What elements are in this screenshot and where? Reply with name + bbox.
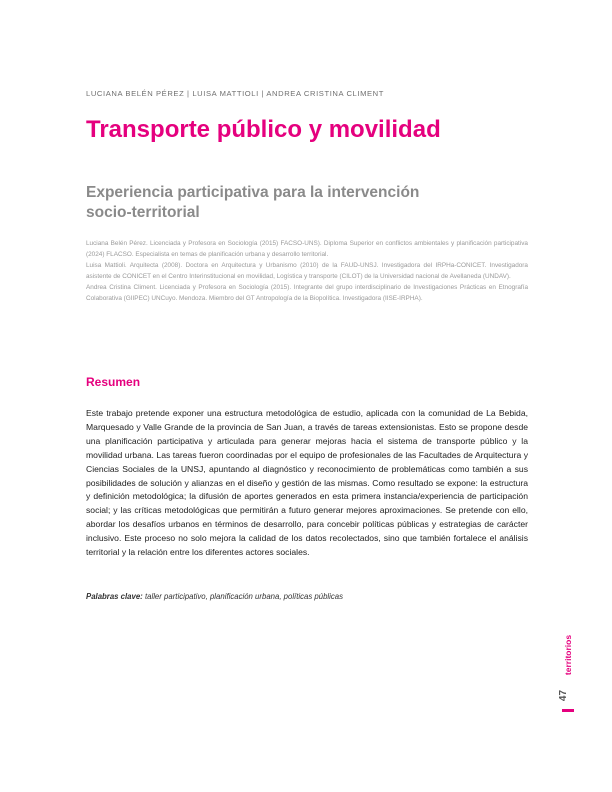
accent-bar (562, 709, 574, 712)
author-bio: Luciana Belén Pérez. Licenciada y Profesora en Sociología (2015) FACSO-UNS). Diploma Superior en conflictos ambientales y planificación participativa (2024) FLACSO. Especialista en temas de planificación urbana y desarrollo territorial. (86, 240, 528, 258)
authors-line: LUCIANA BELÉN PÉREZ | LUISA MATTIOLI | ANDREA CRISTINA CLIMENT (86, 89, 384, 98)
author-bios (86, 238, 528, 304)
keywords (86, 592, 528, 601)
article-subtitle: Experiencia participativa para la intervención socio-territorial (86, 184, 420, 221)
page-number (560, 688, 574, 706)
author-bio: Andrea Cristina Climent. Licenciada y Profesora en Sociología (2015). Integrante del grupo interdisciplinario de Investigaciones Prácticas en Etnografía Colaborativa (GIIPEC) UNCuyo. Mendoza. Miembro del GT Antropología de la Biopolítica. Investigadora (IISE-IRPHA). (86, 284, 528, 302)
keywords-list: taller participativo, planificación urbana, políticas públicas (144, 592, 344, 601)
article-title: Transporte público y movilidad (86, 116, 441, 143)
page-number-text: 47 (558, 689, 570, 702)
keywords-label: Palabras clave: (86, 592, 143, 601)
abstract-body: Este trabajo pretende exponer una estructura metodológica de estudio, aplicada con la comunidad de La Bebida, Marquesado y Valle Grande de la provincia de San Juan, a través de tareas extensionistas. Esto se propone desde una planificación participativa y articulada para generar mejoras hacia el sistema de transporte público y la movilidad urbana. Las tareas fueron coordinadas por el equipo de profesionales de las Facultades de Arquitectura y Ciencias Sociales de la UNSJ, apuntando al diagnóstico y reconocimiento de problemáticas como también a sus posibilidades de solución y alianzas en el diseño y gestión de las mismas. Como resultado se expone: la estructura y definición metodológica; la difusión de aportes generados en esta primera instancia/experiencia de participación social; y las críticas metodológicas que permitirán a futuro generar mejores aproximaciones. Se pretende con ello, abordar los desafíos urbanos en términos de desarrollo, para concebir políticas públicas y estrategias de carácter inclusivo. Este proceso no solo mejora la calidad de los datos recolectados, sino que también fortalece el análisis territorial y la relación entre los diferentes actores sociales. (86, 408, 528, 558)
abstract-heading: Resumen (86, 375, 141, 389)
author-bio: Luisa Mattioli. Arquitecta (2008). Doctora en Arquitectura y Urbanismo (2010) de la FAUD-UNSJ. Investigadora del IRPHa-CONICET. Investigadora asistente de CONICET en el Centro Interinstitucional en movilidad, Logística y transporte (CILOT) de la Universidad nacional de Avellaneda (UNDAV). (86, 262, 528, 280)
section-side-label (562, 634, 574, 676)
section-label-text: territorios (563, 634, 573, 676)
